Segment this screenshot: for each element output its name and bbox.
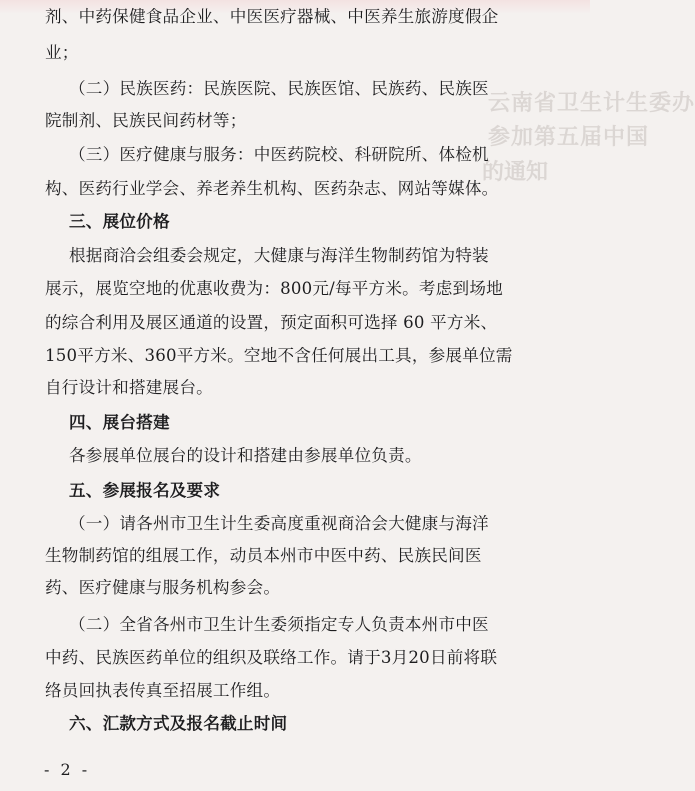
bleed-through-text: 参加第五届中国 [488, 124, 650, 150]
body-line: 业； [45, 43, 79, 62]
section-heading: 五、参展报名及要求 [69, 480, 221, 500]
body-line: 自行设计和搭建展台。 [45, 378, 213, 397]
body-line: 剂、中药保健食品企业、中医医疗器械、中医养生旅游度假企 [45, 7, 499, 26]
body-line: 构、医药行业学会、养老养生机构、医药杂志、网站等媒体。 [45, 179, 499, 198]
body-line: 150平方米、360平方米。空地不含任何展出工具，参展单位需 [45, 346, 513, 365]
body-line: 药、医疗健康与服务机构参会。 [45, 578, 281, 597]
body-line: 生物制药馆的组展工作，动员本州市中医中药、民族民间医 [45, 546, 482, 565]
body-line: 展示，展览空地的优惠收费为：800元/每平方米。考虑到场地 [45, 279, 503, 298]
section-heading: 四、展台搭建 [69, 412, 170, 432]
body-line: 各参展单位展台的设计和搭建由参展单位负责。 [69, 446, 422, 465]
body-line: 络员回执表传真至招展工作组。 [45, 681, 281, 700]
section-heading: 三、展位价格 [69, 211, 170, 231]
page-number: - 2 - [44, 760, 91, 779]
bleed-through-text: 的通知 [482, 159, 549, 185]
body-line: 中药、民族医药单位的组织及联络工作。请于3月20日前将联 [45, 648, 498, 667]
body-line: （三）医疗健康与服务：中医药院校、科研院所、体检机 [69, 145, 489, 164]
body-line: （二）全省各州市卫生计生委须指定专人负责本州市中医 [69, 615, 489, 634]
body-line: 的综合利用及展区通道的设置，预定面积可选择 60 平方米、 [45, 313, 498, 332]
section-heading: 六、汇款方式及报名截止时间 [69, 713, 288, 733]
bleed-through-text: 云南省卫生计生委办 [488, 90, 695, 116]
body-line: 院制剂、民族民间药材等； [45, 111, 247, 130]
body-line: （二）民族医药：民族医院、民族医馆、民族药、民族医 [69, 79, 489, 98]
body-line: 根据商洽会组委会规定，大健康与海洋生物制药馆为特装 [69, 246, 489, 265]
body-line: （一）请各州市卫生计生委高度重视商洽会大健康与海洋 [69, 514, 489, 533]
